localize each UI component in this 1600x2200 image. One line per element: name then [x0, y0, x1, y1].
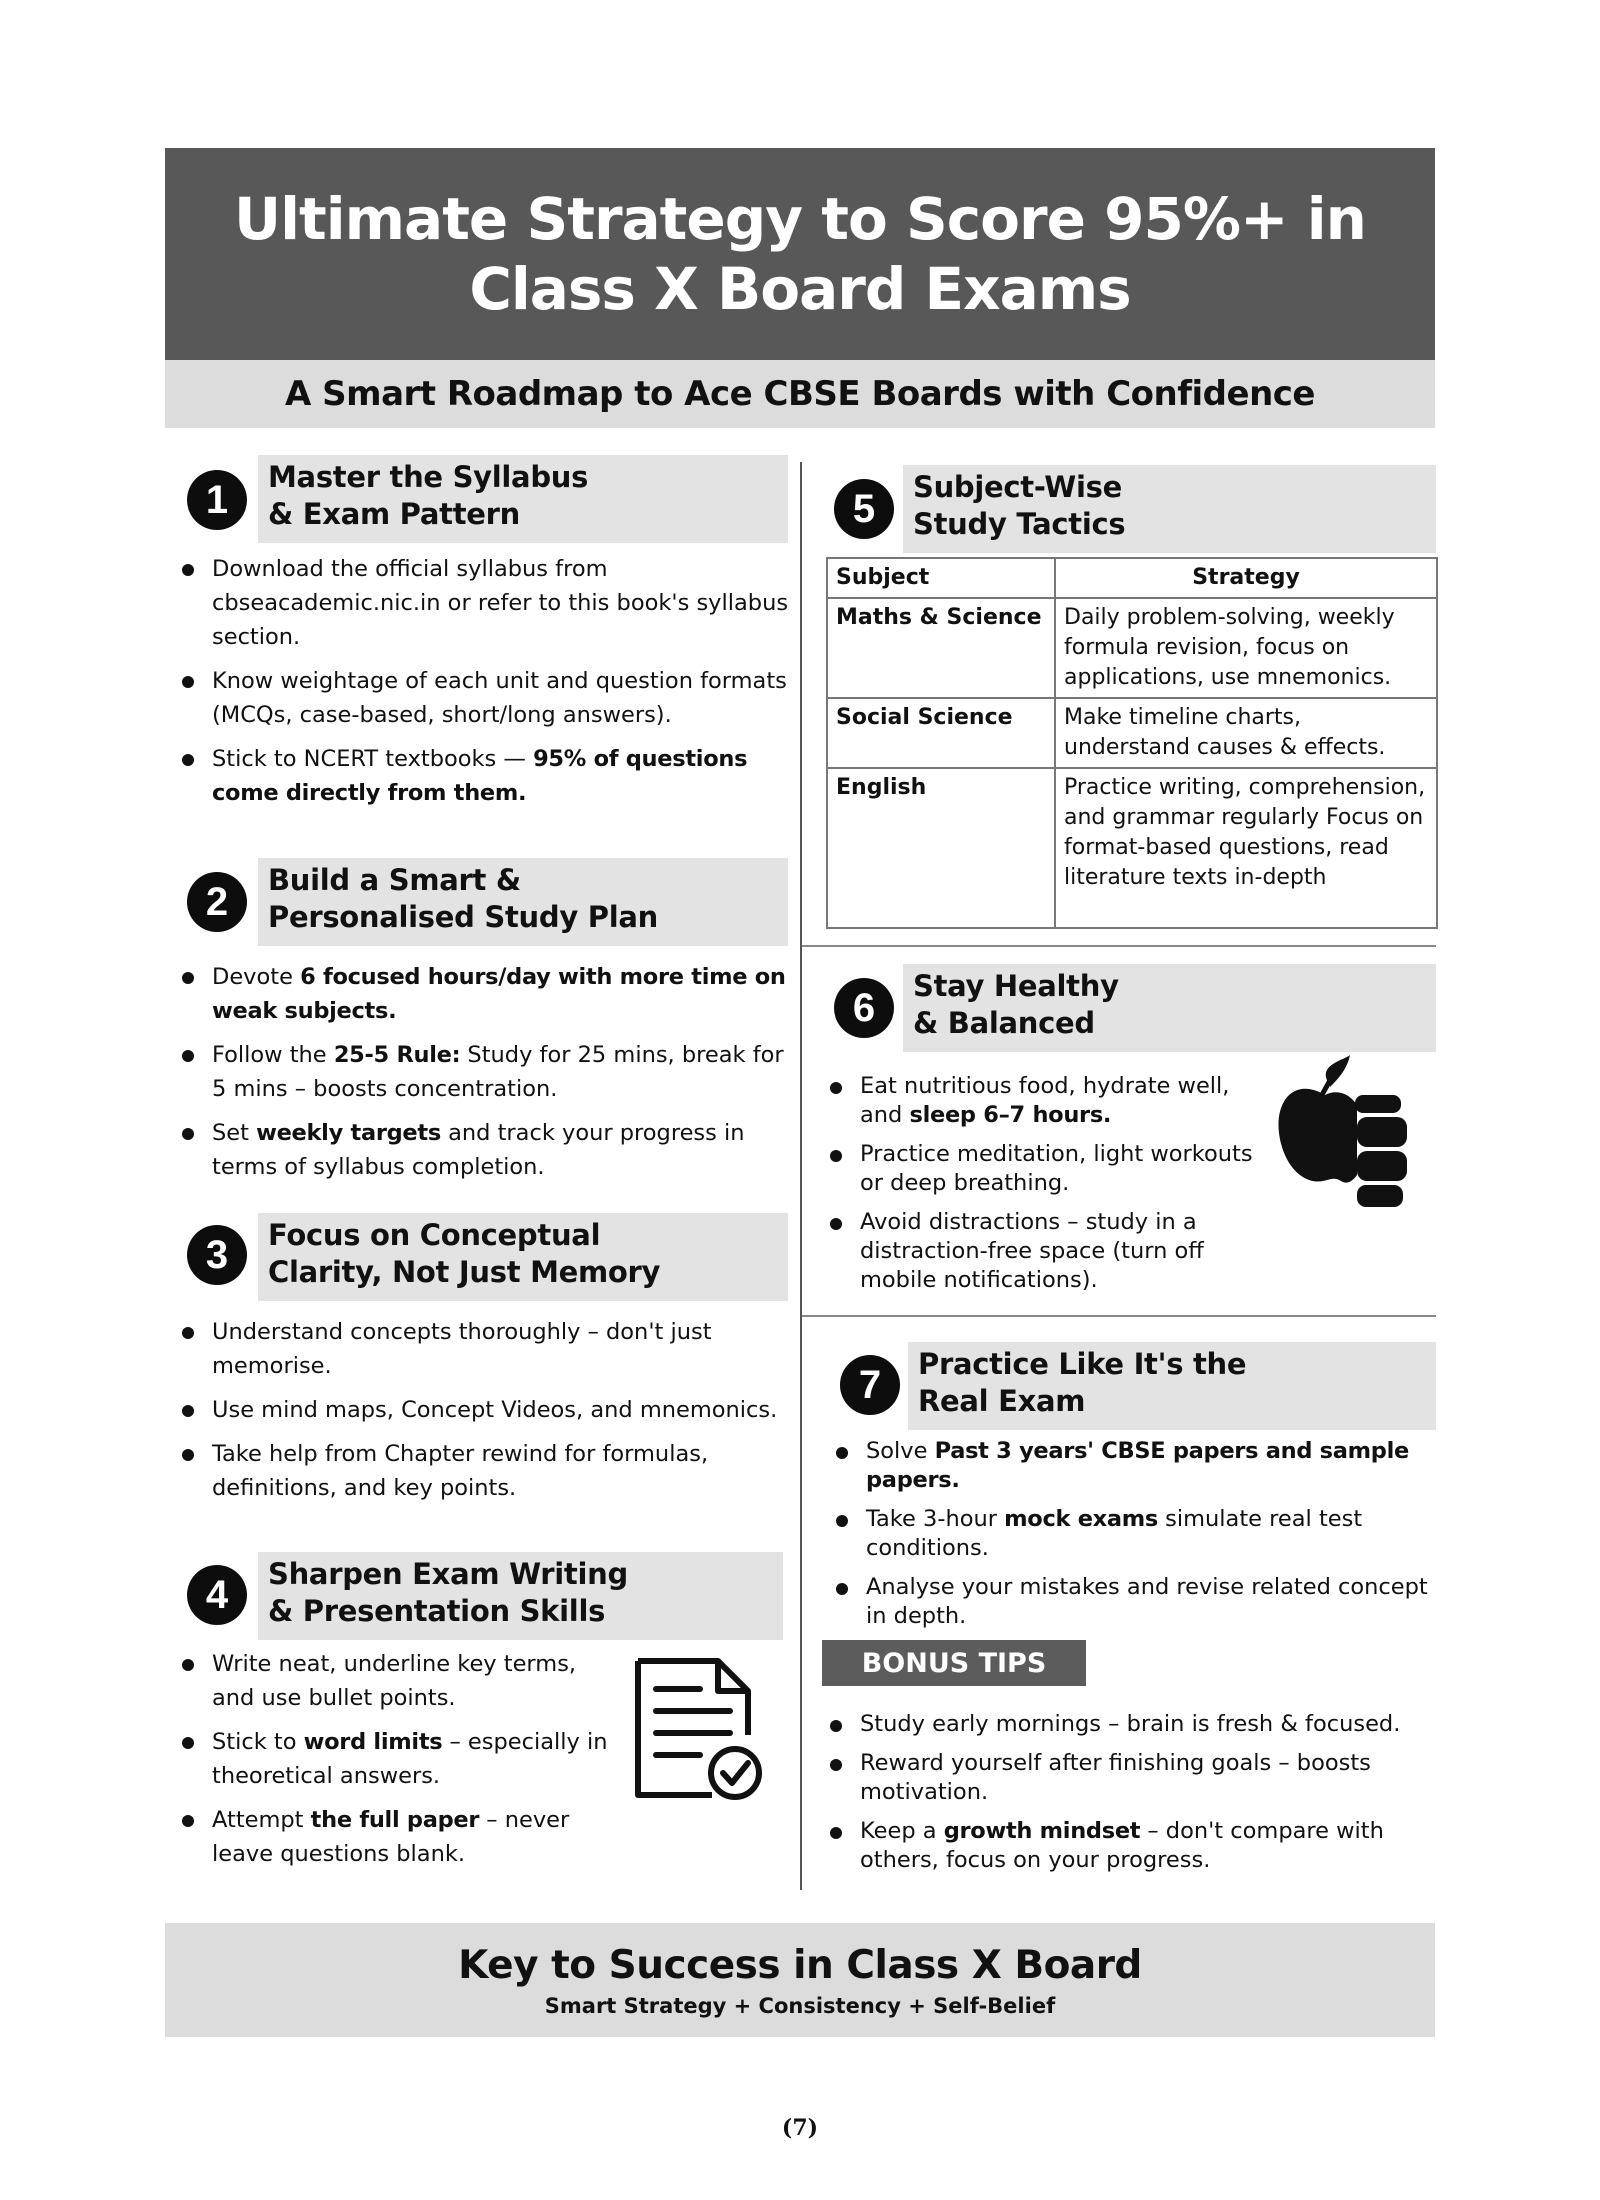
bullet-text: Download the official syllabus from cbseacademic.nic.in or refer to this book's syllabus section. — [212, 556, 789, 650]
bullet-text: Set — [212, 1120, 257, 1146]
bullet-item — [182, 1803, 612, 1871]
bullet-text: – don't compare with others, focus on your progress. — [860, 1818, 1384, 1873]
section-number-badge: 5 — [834, 479, 894, 539]
bullet-bold-text: 25-5 Rule: — [333, 1042, 461, 1068]
section-title: Subject-Wise — [913, 470, 1122, 504]
bullet-item — [182, 1038, 792, 1106]
bullet-item — [836, 1573, 1436, 1631]
bullet-item — [830, 1749, 1436, 1807]
table-cell-strategy: Practice writing, comprehension, and grammar regularly Focus on format-based questions, read literature texts in-depth — [1055, 768, 1437, 928]
bullet-item — [830, 1710, 1436, 1739]
bullet-text: Use mind maps, Concept Videos, and mnemonics. — [212, 1397, 778, 1423]
section-title: Clarity, Not Just Memory — [268, 1255, 661, 1289]
section-title: & Exam Pattern — [268, 497, 520, 531]
section-4-bullets — [182, 1647, 612, 1881]
bullet-bold-text: mock exams — [1004, 1506, 1158, 1532]
bullet-item — [182, 1725, 612, 1793]
table-row — [827, 698, 1437, 768]
section-divider-5-6 — [802, 945, 1436, 947]
section-title-box — [258, 455, 788, 543]
bullet-text: Eat nutritious food, hydrate well, and — [860, 1073, 1230, 1128]
section-title: Build a Smart & — [268, 863, 521, 897]
footer-title: Key to Success in Class X Board — [458, 1942, 1142, 1988]
checklist-document-icon — [630, 1655, 765, 1805]
section-2-bullets — [182, 960, 792, 1194]
section-title: Personalised Study Plan — [268, 900, 658, 934]
title-banner — [165, 148, 1435, 360]
bullet-bold-text: word limits — [303, 1729, 443, 1755]
bullet-item — [182, 552, 792, 654]
table-header-row — [827, 558, 1437, 598]
table-header-subject: Subject — [827, 558, 1055, 598]
section-6-bullets — [830, 1072, 1260, 1305]
bullet-item — [836, 1505, 1436, 1563]
bullet-text: Solve — [866, 1438, 935, 1464]
section-title-box — [903, 465, 1436, 553]
bullet-bold-text: growth mindset — [943, 1818, 1141, 1844]
bullet-text: Follow the — [212, 1042, 334, 1068]
table-cell-subject: English — [827, 768, 1055, 928]
section-number-badge: 3 — [187, 1225, 247, 1285]
bullet-text: Study for 25 mins, break for 5 mins – boosts concentration. — [212, 1042, 784, 1102]
study-tactics-table — [826, 557, 1438, 929]
bullet-text: Write neat, underline key terms, and use bullet points. — [212, 1651, 577, 1711]
page-subtitle: A Smart Roadmap to Ace CBSE Boards with Confidence — [285, 374, 1315, 414]
table-row — [827, 768, 1437, 928]
bullet-item — [182, 1393, 792, 1427]
bullet-item — [830, 1072, 1260, 1130]
bullet-item — [830, 1817, 1436, 1875]
section-number-badge: 2 — [187, 872, 247, 932]
section-number-badge: 4 — [187, 1565, 247, 1625]
bullet-item — [182, 1315, 792, 1383]
bullet-item — [830, 1208, 1260, 1295]
table-cell-strategy: Make timeline charts, understand causes & effects. — [1055, 698, 1437, 768]
section-title: Stay Healthy — [913, 969, 1119, 1003]
section-title-box — [908, 1342, 1436, 1430]
bullet-text: Know weightage of each unit and question formats (MCQs, case-based, short/long answers). — [212, 668, 787, 728]
bullet-bold-text: 95% of questions come directly from them. — [212, 746, 748, 806]
bullet-text: Practice meditation, light workouts or deep breathing. — [860, 1141, 1253, 1196]
bullet-bold-text: Past 3 years' CBSE papers and sample papers. — [866, 1438, 1409, 1493]
section-number-badge: 7 — [840, 1355, 900, 1415]
bullet-text: Stick to NCERT textbooks — — [212, 746, 534, 772]
section-title: Practice Like It's the — [918, 1347, 1247, 1381]
bullet-text: Take help from Chapter rewind for formulas, definitions, and key points. — [212, 1441, 709, 1501]
section-title: & Presentation Skills — [268, 1594, 606, 1628]
bullet-item — [182, 1647, 612, 1715]
subtitle-banner — [165, 360, 1435, 428]
section-title: Sharpen Exam Writing — [268, 1557, 628, 1591]
section-title-box — [258, 1213, 788, 1301]
bullet-text: Avoid distractions – study in a distraction-free space (turn off mobile notifications). — [860, 1209, 1204, 1293]
bonus-tips-bullets — [830, 1710, 1436, 1885]
section-1-bullets — [182, 552, 792, 820]
bonus-tips-label: BONUS TIPS — [822, 1640, 1086, 1686]
section-7-bullets — [836, 1437, 1436, 1641]
bullet-text: simulate real test conditions. — [866, 1506, 1363, 1561]
table-cell-subject: Maths & Science — [827, 598, 1055, 698]
page-title-line1: Ultimate Strategy to Score 95%+ in — [234, 185, 1366, 253]
section-divider-6-7 — [802, 1315, 1436, 1317]
bullet-item — [182, 1116, 792, 1184]
bullet-text: – especially in theoretical answers. — [212, 1729, 608, 1789]
bullet-text: Take 3-hour — [866, 1506, 1005, 1532]
bullet-item — [182, 742, 792, 810]
section-title: Real Exam — [918, 1384, 1086, 1418]
bullet-bold-text: weekly targets — [256, 1120, 441, 1146]
bullet-text: – never leave questions blank. — [212, 1807, 570, 1867]
bullet-text: Study early mornings – brain is fresh & focused. — [860, 1711, 1401, 1737]
bullet-item — [182, 1437, 792, 1505]
section-title-box — [258, 858, 788, 946]
bullet-item — [830, 1140, 1260, 1198]
bullet-text: Keep a — [860, 1818, 944, 1844]
bullet-text: Reward yourself after finishing goals – boosts motivation. — [860, 1750, 1371, 1805]
bullet-item — [836, 1437, 1436, 1495]
section-title: Master the Syllabus — [268, 460, 589, 494]
section-number-badge: 1 — [187, 470, 247, 530]
column-divider — [800, 462, 802, 1890]
bullet-text: Stick to — [212, 1729, 304, 1755]
bullet-text: and track your progress in terms of syllabus completion. — [212, 1120, 745, 1180]
bullet-bold-text: 6 focused hours/day with more time on weak subjects. — [212, 964, 786, 1024]
page-title-line2: Class X Board Exams — [469, 255, 1131, 323]
bullet-text: Understand concepts thoroughly – don't just memorise. — [212, 1319, 712, 1379]
footer-tagline: Smart Strategy + Consistency + Self-Belief — [544, 1993, 1056, 2018]
bullet-text: Attempt — [212, 1807, 311, 1833]
section-title: & Balanced — [913, 1006, 1095, 1040]
table-header-strategy: Strategy — [1055, 558, 1437, 598]
bullet-bold-text: the full paper — [310, 1807, 480, 1833]
section-title: Study Tactics — [913, 507, 1126, 541]
table-row — [827, 598, 1437, 698]
bullet-text: Analyse your mistakes and revise related concept in depth. — [866, 1574, 1428, 1629]
section-number-badge: 6 — [834, 978, 894, 1038]
bullet-item — [182, 960, 792, 1028]
section-title-box — [903, 964, 1436, 1052]
section-3-bullets — [182, 1315, 792, 1515]
section-title: Focus on Conceptual — [268, 1218, 601, 1252]
bullet-bold-text: sleep 6–7 hours. — [909, 1102, 1112, 1128]
footer-banner — [165, 1923, 1435, 2037]
page-number: (7) — [781, 2115, 819, 2141]
table-cell-subject: Social Science — [827, 698, 1055, 768]
apple-dumbbell-icon — [1275, 1055, 1415, 1220]
table-cell-strategy: Daily problem-solving, weekly formula revision, focus on applications, use mnemonics. — [1055, 598, 1437, 698]
section-title-box — [258, 1552, 783, 1640]
bullet-text: Devote — [212, 964, 301, 990]
bullet-item — [182, 664, 792, 732]
